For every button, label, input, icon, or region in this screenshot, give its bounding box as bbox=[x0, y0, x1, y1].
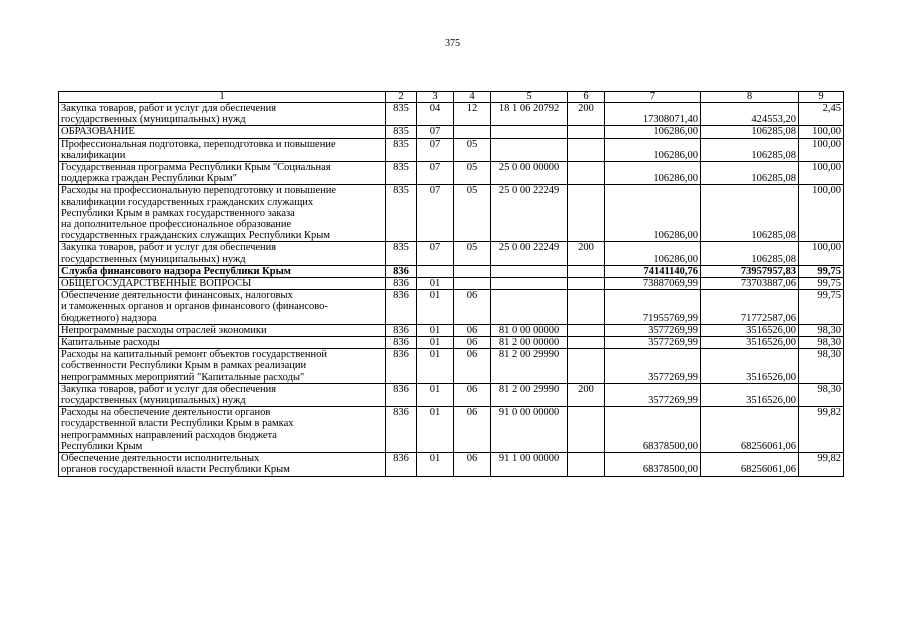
item-name-line: Расходы на капитальный ремонт объектов государственной bbox=[61, 349, 328, 361]
item-name-line: ОБЩЕГОСУДАРСТВЕННЫЕ ВОПРОСЫ bbox=[61, 278, 252, 290]
chapter-code-cell: 836 bbox=[386, 349, 417, 384]
table-row bbox=[59, 337, 844, 349]
expense-type-cell: 200 bbox=[568, 383, 605, 406]
header-cell: 9 bbox=[799, 92, 844, 103]
execution-percent-cell: 99,75 bbox=[799, 290, 844, 325]
chapter-code-cell: 835 bbox=[386, 242, 417, 265]
execution-percent-cell: 99,75 bbox=[799, 265, 844, 277]
header-cell: 6 bbox=[568, 92, 605, 103]
planned-amount-cell: 68378500,00 bbox=[605, 407, 701, 453]
planned-amount-cell: 106286,00 bbox=[605, 242, 701, 265]
subsection-code-cell: 12 bbox=[454, 103, 491, 126]
item-name-cell bbox=[59, 185, 386, 242]
item-name-line: бюджетного) надзора bbox=[61, 312, 157, 324]
subsection-code-cell: 05 bbox=[454, 185, 491, 242]
execution-percent-cell: 100,00 bbox=[799, 126, 844, 138]
item-name-line: государственной власти Республики Крым в рамках bbox=[61, 418, 294, 430]
executed-amount-cell: 106285,08 bbox=[701, 185, 799, 242]
subsection-code-cell bbox=[454, 278, 491, 290]
item-name-line: органов государственной власти Республики Крым bbox=[61, 464, 290, 476]
item-name-line: на дополнительное профессиональное образование bbox=[61, 219, 292, 231]
target-article-cell: 25 0 00 00000 bbox=[491, 162, 568, 185]
planned-amount-cell: 3577269,99 bbox=[605, 337, 701, 349]
chapter-code-cell: 835 bbox=[386, 185, 417, 242]
planned-amount-cell: 3577269,99 bbox=[605, 349, 701, 384]
subsection-code-cell: 05 bbox=[454, 242, 491, 265]
expense-type-cell bbox=[568, 324, 605, 336]
target-article-cell: 18 1 06 20792 bbox=[491, 103, 568, 126]
expense-type-cell bbox=[568, 126, 605, 138]
chapter-code-cell: 836 bbox=[386, 383, 417, 406]
expense-type-cell bbox=[568, 453, 605, 476]
execution-percent-cell: 100,00 bbox=[799, 242, 844, 265]
subsection-code-cell: 05 bbox=[454, 162, 491, 185]
executed-amount-cell: 106285,08 bbox=[701, 138, 799, 161]
section-code-cell: 01 bbox=[417, 278, 454, 290]
item-name-line: Расходы на обеспечение деятельности органов bbox=[61, 407, 271, 419]
section-code-cell: 01 bbox=[417, 324, 454, 336]
subsection-code-cell: 06 bbox=[454, 453, 491, 476]
subsection-code-cell bbox=[454, 265, 491, 277]
item-name-cell bbox=[59, 242, 386, 265]
executed-amount-cell: 68256061,06 bbox=[701, 453, 799, 476]
item-name-line: государственных гражданских служащих Республики Крым bbox=[61, 230, 331, 242]
table-row bbox=[59, 103, 844, 126]
expense-type-cell bbox=[568, 185, 605, 242]
execution-percent-cell: 98,30 bbox=[799, 324, 844, 336]
chapter-code-cell: 836 bbox=[386, 290, 417, 325]
planned-amount-cell: 106286,00 bbox=[605, 126, 701, 138]
subsection-code-cell: 05 bbox=[454, 138, 491, 161]
table-row bbox=[59, 162, 844, 185]
item-name-cell bbox=[59, 453, 386, 476]
item-name-cell bbox=[59, 337, 386, 349]
expense-type-cell bbox=[568, 337, 605, 349]
item-name-line: Профессиональная подготовка, переподготовка и повышение bbox=[61, 138, 336, 150]
item-name-line: Республики Крым bbox=[61, 440, 143, 452]
execution-percent-cell: 99,75 bbox=[799, 278, 844, 290]
item-name-cell bbox=[59, 103, 386, 126]
item-name-line: Республики Крым в рамках государственного заказа bbox=[61, 207, 295, 219]
item-name-line: Непрограммные расходы отраслей экономики bbox=[61, 324, 267, 336]
execution-percent-cell: 98,30 bbox=[799, 349, 844, 384]
section-code-cell: 01 bbox=[417, 337, 454, 349]
executed-amount-cell: 73703887,06 bbox=[701, 278, 799, 290]
target-article-cell: 81 2 00 29990 bbox=[491, 383, 568, 406]
expense-type-cell bbox=[568, 138, 605, 161]
item-name-line: Государственная программа Республики Крым "Социальная bbox=[61, 162, 331, 174]
expense-type-cell bbox=[568, 407, 605, 453]
item-name-line: собственности Республики Крым в рамках реализации bbox=[61, 360, 307, 372]
planned-amount-cell: 74141140,76 bbox=[605, 265, 701, 277]
subsection-code-cell bbox=[454, 126, 491, 138]
table-row bbox=[59, 126, 844, 138]
chapter-code-cell: 836 bbox=[386, 453, 417, 476]
subsection-code-cell: 06 bbox=[454, 349, 491, 384]
item-name-line: государственных (муниципальных) нужд bbox=[61, 253, 246, 265]
execution-percent-cell: 2,45 bbox=[799, 103, 844, 126]
target-article-cell bbox=[491, 138, 568, 161]
target-article-cell: 25 0 00 22249 bbox=[491, 185, 568, 242]
table-row bbox=[59, 407, 844, 453]
item-name-line: непрограммных мероприятий "Капитальные расходы" bbox=[61, 371, 305, 383]
budget-table bbox=[58, 91, 844, 477]
expense-type-cell bbox=[568, 162, 605, 185]
item-name-line: Закупка товаров, работ и услуг для обеспечения bbox=[61, 383, 277, 395]
planned-amount-cell: 68378500,00 bbox=[605, 453, 701, 476]
item-name-cell bbox=[59, 126, 386, 138]
table-row bbox=[59, 453, 844, 476]
table-row bbox=[59, 290, 844, 325]
target-article-cell bbox=[491, 126, 568, 138]
executed-amount-cell: 3516526,00 bbox=[701, 349, 799, 384]
item-name-line: Служба финансового надзора Республики Крым bbox=[61, 265, 291, 277]
executed-amount-cell: 424553,20 bbox=[701, 103, 799, 126]
header-cell: 7 bbox=[605, 92, 701, 103]
chapter-code-cell: 836 bbox=[386, 265, 417, 277]
table-body bbox=[59, 92, 844, 477]
page-number: 375 bbox=[445, 38, 460, 49]
header-cell: 8 bbox=[701, 92, 799, 103]
subsection-code-cell: 06 bbox=[454, 324, 491, 336]
item-name-cell bbox=[59, 324, 386, 336]
item-name-line: государственных (муниципальных) нужд bbox=[61, 114, 246, 126]
planned-amount-cell: 106286,00 bbox=[605, 138, 701, 161]
target-article-cell: 91 1 00 00000 bbox=[491, 453, 568, 476]
header-cell: 5 bbox=[491, 92, 568, 103]
item-name-line: Капитальные расходы bbox=[61, 337, 160, 349]
executed-amount-cell: 3516526,00 bbox=[701, 383, 799, 406]
chapter-code-cell: 836 bbox=[386, 337, 417, 349]
header-cell: 1 bbox=[59, 92, 386, 103]
target-article-cell: 91 0 00 00000 bbox=[491, 407, 568, 453]
item-name-cell bbox=[59, 138, 386, 161]
expense-type-cell: 200 bbox=[568, 242, 605, 265]
table-row bbox=[59, 242, 844, 265]
table-row bbox=[59, 324, 844, 336]
executed-amount-cell: 73957957,83 bbox=[701, 265, 799, 277]
item-name-line: непрограммных направлений расходов бюджета bbox=[61, 429, 277, 441]
section-code-cell: 01 bbox=[417, 383, 454, 406]
item-name-cell bbox=[59, 349, 386, 384]
item-name-line: ОБРАЗОВАНИЕ bbox=[61, 126, 135, 138]
item-name-cell bbox=[59, 162, 386, 185]
expense-type-cell: 200 bbox=[568, 103, 605, 126]
table-row bbox=[59, 185, 844, 242]
section-code-cell: 07 bbox=[417, 185, 454, 242]
chapter-code-cell: 836 bbox=[386, 278, 417, 290]
execution-percent-cell: 100,00 bbox=[799, 185, 844, 242]
item-name-line: и таможенных органов и органов финансового (финансово- bbox=[61, 301, 328, 313]
execution-percent-cell: 100,00 bbox=[799, 162, 844, 185]
executed-amount-cell: 3516526,00 bbox=[701, 324, 799, 336]
execution-percent-cell: 99,82 bbox=[799, 453, 844, 476]
item-name-line: государственных (муниципальных) нужд bbox=[61, 395, 246, 407]
item-name-line: Закупка товаров, работ и услуг для обеспечения bbox=[61, 242, 277, 254]
item-name-line: Расходы на профессиональную переподготовку и повышение bbox=[61, 185, 337, 197]
chapter-code-cell: 835 bbox=[386, 126, 417, 138]
section-code-cell: 01 bbox=[417, 290, 454, 325]
executed-amount-cell: 106285,08 bbox=[701, 162, 799, 185]
section-code-cell: 07 bbox=[417, 162, 454, 185]
section-code-cell: 07 bbox=[417, 242, 454, 265]
expense-type-cell bbox=[568, 278, 605, 290]
section-code-cell: 04 bbox=[417, 103, 454, 126]
item-name-cell bbox=[59, 290, 386, 325]
planned-amount-cell: 71955769,99 bbox=[605, 290, 701, 325]
item-name-cell bbox=[59, 265, 386, 277]
planned-amount-cell: 106286,00 bbox=[605, 162, 701, 185]
chapter-code-cell: 835 bbox=[386, 103, 417, 126]
target-article-cell bbox=[491, 290, 568, 325]
table-row bbox=[59, 349, 844, 384]
executed-amount-cell: 71772587,06 bbox=[701, 290, 799, 325]
target-article-cell bbox=[491, 265, 568, 277]
target-article-cell: 81 2 00 29990 bbox=[491, 349, 568, 384]
planned-amount-cell: 3577269,99 bbox=[605, 324, 701, 336]
section-code-cell: 07 bbox=[417, 126, 454, 138]
expense-type-cell bbox=[568, 290, 605, 325]
executed-amount-cell: 3516526,00 bbox=[701, 337, 799, 349]
planned-amount-cell: 17308071,40 bbox=[605, 103, 701, 126]
target-article-cell bbox=[491, 278, 568, 290]
table-row bbox=[59, 138, 844, 161]
item-name-line: Обеспечение деятельности исполнительных bbox=[61, 453, 260, 465]
header-cell: 4 bbox=[454, 92, 491, 103]
section-code-cell: 01 bbox=[417, 407, 454, 453]
table-header-row bbox=[59, 92, 844, 103]
chapter-code-cell: 835 bbox=[386, 138, 417, 161]
planned-amount-cell: 73887069,99 bbox=[605, 278, 701, 290]
section-code-cell: 07 bbox=[417, 138, 454, 161]
planned-amount-cell: 3577269,99 bbox=[605, 383, 701, 406]
subsection-code-cell: 06 bbox=[454, 383, 491, 406]
item-name-line: поддержка граждан Республики Крым" bbox=[61, 173, 237, 185]
item-name-cell bbox=[59, 407, 386, 453]
item-name-line: квалификации bbox=[61, 149, 126, 161]
item-name-line: квалификации государственных гражданских служащих bbox=[61, 196, 314, 208]
expense-type-cell bbox=[568, 349, 605, 384]
header-cell: 3 bbox=[417, 92, 454, 103]
execution-percent-cell: 98,30 bbox=[799, 383, 844, 406]
chapter-code-cell: 836 bbox=[386, 407, 417, 453]
planned-amount-cell: 106286,00 bbox=[605, 185, 701, 242]
table-row bbox=[59, 278, 844, 290]
expense-type-cell bbox=[568, 265, 605, 277]
subsection-code-cell: 06 bbox=[454, 290, 491, 325]
executed-amount-cell: 106285,08 bbox=[701, 126, 799, 138]
header-cell: 2 bbox=[386, 92, 417, 103]
subsection-code-cell: 06 bbox=[454, 407, 491, 453]
section-code-cell: 01 bbox=[417, 453, 454, 476]
chapter-code-cell: 835 bbox=[386, 162, 417, 185]
target-article-cell: 25 0 00 22249 bbox=[491, 242, 568, 265]
target-article-cell: 81 0 00 00000 bbox=[491, 324, 568, 336]
execution-percent-cell: 98,30 bbox=[799, 337, 844, 349]
table-row bbox=[59, 383, 844, 406]
table-row bbox=[59, 265, 844, 277]
execution-percent-cell: 99,82 bbox=[799, 407, 844, 453]
item-name-cell bbox=[59, 278, 386, 290]
section-code-cell: 01 bbox=[417, 349, 454, 384]
target-article-cell: 81 2 00 00000 bbox=[491, 337, 568, 349]
chapter-code-cell: 836 bbox=[386, 324, 417, 336]
item-name-line: Обеспечение деятельности финансовых, налоговых bbox=[61, 290, 293, 302]
item-name-cell bbox=[59, 383, 386, 406]
execution-percent-cell: 100,00 bbox=[799, 138, 844, 161]
item-name-line: Закупка товаров, работ и услуг для обеспечения bbox=[61, 103, 277, 114]
subsection-code-cell: 06 bbox=[454, 337, 491, 349]
section-code-cell bbox=[417, 265, 454, 277]
executed-amount-cell: 68256061,06 bbox=[701, 407, 799, 453]
executed-amount-cell: 106285,08 bbox=[701, 242, 799, 265]
